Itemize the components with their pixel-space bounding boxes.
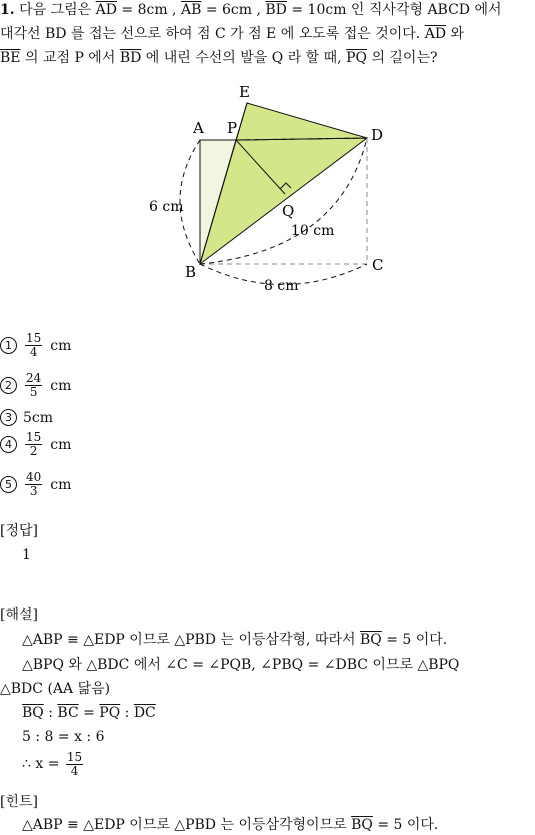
question-text-2: 대각선 BD 를 접는 선으로 하여 점 C 가 점 E 에 오도록 접은 것이다. — [0, 26, 421, 42]
choice-2-den: 5 — [29, 385, 38, 399]
choice-1-mark: 1 — [0, 337, 17, 354]
choice-4-fraction — [25, 431, 42, 458]
choice-4-den: 2 — [29, 444, 38, 458]
segment-bq: $\overline{BQ}$ — [360, 632, 382, 648]
hint-text: △ABP ≡ △EDP 이므로 △PBD 는 이등삼각형이므로 — [22, 817, 347, 833]
choice-1-unit: cm — [50, 337, 72, 354]
choice-2-num: 24 — [26, 371, 42, 385]
segment-ab: $\overline{AB}$ — [180, 2, 202, 18]
solution-num: 15 — [66, 749, 83, 764]
choice-5-num: 40 — [26, 470, 42, 484]
choice-4-num: 15 — [26, 430, 42, 444]
solution-fraction — [66, 751, 83, 778]
answer-heading: [정답] — [0, 523, 38, 539]
choice-4[interactable] — [0, 431, 71, 458]
question-text-conj: 와 — [450, 26, 465, 42]
choice-5-den: 3 — [29, 484, 38, 498]
choice-5-fraction — [25, 471, 42, 498]
question-text: 다음 그림은 — [19, 2, 92, 18]
choice-1-num: 15 — [26, 331, 42, 345]
geometry-figure — [140, 80, 400, 295]
label-q: Q — [282, 202, 295, 220]
hint-text-b: = 5 이다. — [377, 817, 439, 833]
question-line-2 — [0, 24, 464, 44]
solution-text-1b: = 5 이다. — [386, 632, 448, 648]
choice-4-mark: 4 — [0, 436, 17, 453]
solution-result: ∴ x = — [22, 756, 60, 772]
solution-den: 4 — [70, 763, 79, 778]
segment-pq: $\overline{PQ}$ — [99, 705, 121, 721]
solution-line-5: 5 : 8 = x : 6 — [22, 729, 105, 745]
choice-3-text: 5cm — [23, 409, 54, 426]
segment-bd: $\overline{BD}$ — [119, 50, 142, 66]
solution-line-1 — [22, 630, 447, 650]
label-d: D — [371, 126, 384, 144]
ratio-colon: : — [48, 705, 53, 721]
question-text-3c: 의 길이는? — [371, 50, 438, 66]
hint-heading: [힌트] — [0, 794, 38, 810]
segment-bd: $\overline{BD}$ — [265, 2, 287, 18]
answer-value: 1 — [22, 547, 31, 563]
choice-5-unit: cm — [50, 476, 72, 493]
choice-1-fraction — [25, 332, 42, 359]
choice-2-unit: cm — [50, 377, 72, 394]
choice-5-mark: 5 — [0, 476, 17, 493]
question-text-3a: 의 교점 P 에서 — [24, 50, 116, 66]
segment-dc: $\overline{DC}$ — [133, 705, 156, 721]
triangle-epd — [236, 103, 367, 140]
label-8cm: 8 cm — [264, 278, 299, 294]
segment-pq: $\overline{PQ}$ — [346, 50, 367, 66]
segment-ad: $\overline{AD}$ — [424, 26, 447, 42]
label-p: P — [227, 119, 238, 137]
segment-be: $\overline{BE}$ — [0, 50, 21, 66]
length-bd: = 10cm 인 직사각형 ABCD 에서 — [291, 2, 502, 18]
question-line-1 — [0, 0, 502, 20]
choice-2-fraction — [25, 372, 42, 399]
choice-4-unit: cm — [50, 436, 72, 453]
length-ad: = 8cm , — [121, 2, 177, 18]
label-6cm: 6 cm — [149, 199, 184, 215]
length-ab: = 6cm , — [205, 2, 261, 18]
segment-ad: $\overline{AD}$ — [95, 2, 117, 18]
hint-line-1 — [22, 815, 438, 835]
choice-2[interactable] — [0, 372, 71, 399]
segment-bq: $\overline{BQ}$ — [22, 705, 44, 721]
solution-line-3: △BDC (AA 닮음) — [0, 681, 111, 697]
choice-2-mark: 2 — [0, 377, 17, 394]
choice-3-mark: 3 — [0, 409, 17, 426]
question-number: 1. — [0, 2, 15, 18]
segment-bq: $\overline{BQ}$ — [351, 817, 373, 833]
question-line-3 — [0, 48, 438, 68]
ratio-equals: = — [83, 705, 95, 721]
ratio-colon: : — [124, 705, 130, 721]
solution-heading: [해설] — [0, 607, 38, 623]
segment-bc: $\overline{BC}$ — [57, 705, 79, 721]
label-c: C — [372, 256, 384, 274]
choice-1[interactable] — [0, 332, 71, 359]
label-10cm: 10 cm — [291, 223, 335, 239]
label-a: A — [193, 119, 204, 137]
solution-line-4 — [22, 703, 156, 723]
choice-5[interactable] — [0, 471, 71, 498]
choice-1-den: 4 — [29, 345, 38, 359]
question-text-3b: 에 내린 수선의 발을 Q 라 할 때, — [145, 50, 342, 66]
solution-line-6 — [22, 747, 85, 781]
solution-line-2: △BPQ 와 △BDC 에서 ∠C = ∠PQB, ∠PBQ = ∠DBC 이므로 △BPQ — [22, 657, 460, 673]
choice-3[interactable] — [0, 409, 53, 426]
label-b: B — [185, 263, 197, 281]
solution-text-1: △ABP ≡ △EDP 이므로 △PBD 는 이등삼각형, 따라서 — [22, 632, 356, 648]
label-e: E — [239, 83, 250, 101]
